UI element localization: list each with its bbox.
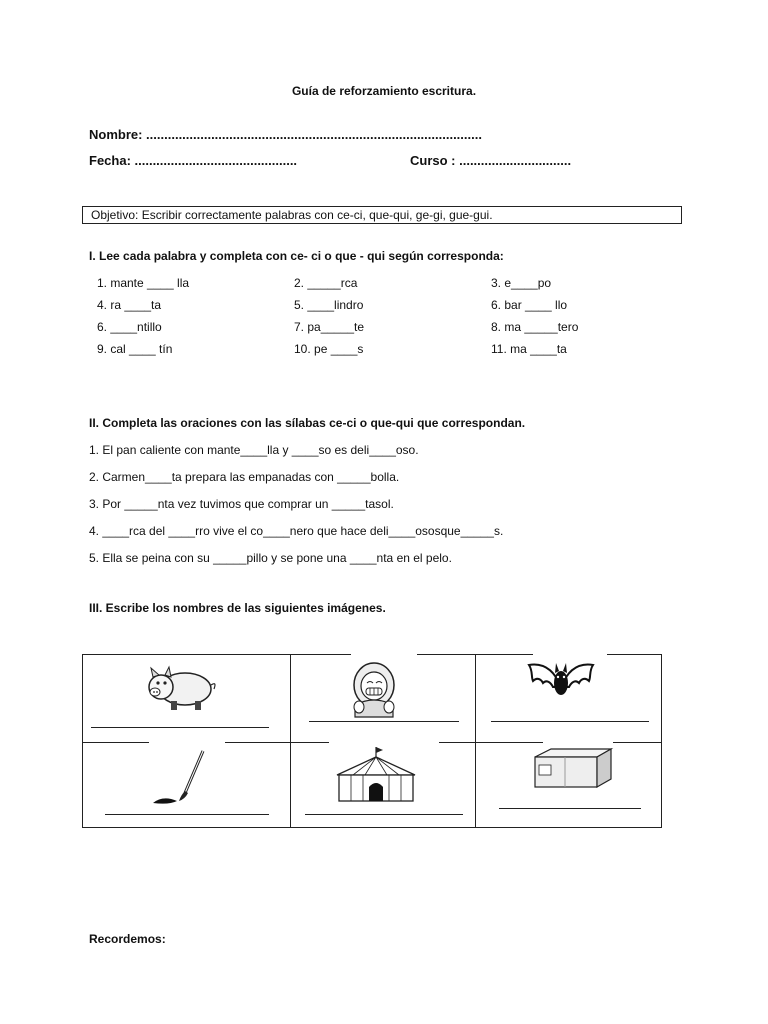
sentence-item: 1. El pan caliente con mante____lla y ____so es deli____oso. xyxy=(89,443,419,457)
word-row xyxy=(97,320,657,342)
sentence-item: 2. Carmen____ta prepara las empanadas con _____bolla. xyxy=(89,470,400,484)
word-item: 2. _____rca xyxy=(294,276,358,290)
date-field: Fecha: ............................................. xyxy=(89,153,298,168)
answer-line xyxy=(305,814,463,815)
word-row xyxy=(97,342,657,364)
word-item: 7. pa_____te xyxy=(294,320,365,334)
word-grid xyxy=(97,276,657,364)
box-icon xyxy=(531,745,615,791)
name-field: Nombre: ............................................................................................. xyxy=(89,127,482,142)
pig-icon xyxy=(143,665,217,715)
answer-line xyxy=(91,727,269,728)
recordemos-heading: Recordemos: xyxy=(89,932,166,946)
page-title: Guía de reforzamiento escritura. xyxy=(291,84,477,98)
word-item: 6. bar ____ llo xyxy=(491,298,568,312)
word-item: 9. cal ____ tín xyxy=(97,342,173,356)
word-row xyxy=(97,298,657,320)
eskimo-icon xyxy=(347,661,401,719)
objective-box: Objetivo: Escribir correctamente palabras con ce-ci, que-qui, ge-gi, gue-gui. xyxy=(82,206,682,224)
bat-icon xyxy=(527,657,595,699)
sentence-item: 4. ____rca del ____rro vive el co____nero que hace deli____ososque_____s. xyxy=(89,524,504,538)
section1-heading: I. Lee cada palabra y completa con ce- ci o que - qui según corresponda: xyxy=(89,249,504,263)
word-row xyxy=(97,276,657,298)
answer-line xyxy=(105,814,269,815)
answer-line xyxy=(309,721,459,722)
sentence-list xyxy=(89,443,503,578)
word-item: 4. ra ____ta xyxy=(97,298,162,312)
sentence-item: 3. Por _____nta vez tuvimos que comprar un _____tasol. xyxy=(89,497,394,511)
sentence-item: 5. Ella se peina con su _____pillo y se pone una ____nta en el pelo. xyxy=(89,551,452,565)
word-item: 3. e____po xyxy=(491,276,552,290)
word-item: 6. ____ntillo xyxy=(97,320,162,334)
brush-icon xyxy=(143,747,213,807)
word-item: 11. ma ____ta xyxy=(491,342,567,356)
image-table xyxy=(82,654,662,828)
word-item: 10. pe ____s xyxy=(294,342,364,356)
course-field: Curso : ............................... xyxy=(410,153,572,168)
word-item: 5. ____lindro xyxy=(294,298,364,312)
word-item: 8. ma _____tero xyxy=(491,320,579,334)
section3-heading: III. Escribe los nombres de las siguientes imágenes. xyxy=(89,601,386,615)
answer-line xyxy=(491,721,649,722)
word-item: 1. mante ____ lla xyxy=(97,276,190,290)
answer-line xyxy=(499,808,641,809)
circus-tent-icon xyxy=(331,745,421,805)
section2-heading: II. Completa las oraciones con las sílabas ce-ci o que-qui que correspondan. xyxy=(89,416,526,430)
